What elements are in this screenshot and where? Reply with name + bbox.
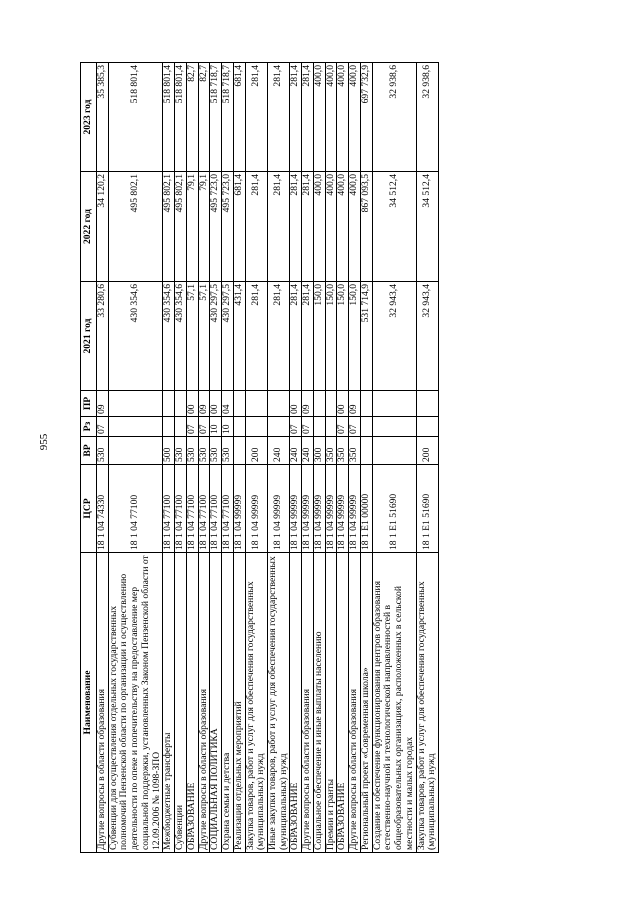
rz-cell: 10 xyxy=(222,417,234,437)
amount-2022-cell: 495 802,1 xyxy=(163,172,175,282)
csr-cell: 18 1 04 99999 xyxy=(325,465,337,553)
vr-cell: 530 xyxy=(222,437,234,465)
pr-cell: 00 xyxy=(210,391,222,417)
amount-2023-cell: 281,4 xyxy=(302,63,314,172)
amount-2023-cell: 697 732,9 xyxy=(360,63,372,172)
name-cell: Региональный проект «Современная школа» xyxy=(360,553,372,853)
pr-cell xyxy=(416,391,438,417)
name-cell: Межбюджетные трансферты xyxy=(163,553,175,853)
name-cell: Другие вопросы в области образования xyxy=(97,553,109,853)
amount-2021-cell: 150,0 xyxy=(337,282,349,391)
pr-cell xyxy=(163,391,175,417)
amount-2021-cell: 531 714,9 xyxy=(360,282,372,391)
amount-2022-cell: 281,4 xyxy=(302,172,314,282)
name-cell: ОБРАЗОВАНИЕ xyxy=(337,553,349,853)
amount-2021-cell: 32 943,4 xyxy=(416,282,438,391)
name-cell: Закупка товаров, работ и услуг для обеспечения государственных (муниципальных) нужд xyxy=(245,553,267,853)
rz-cell xyxy=(416,417,438,437)
csr-cell: 18 1 04 74330 xyxy=(97,465,109,553)
amount-2021-cell: 281,4 xyxy=(302,282,314,391)
name-cell: Охрана семьи и детства xyxy=(222,553,234,853)
amount-2022-cell: 681,4 xyxy=(233,172,245,282)
amount-2021-cell: 430 297,5 xyxy=(222,282,234,391)
vr-cell: 350 xyxy=(337,437,349,465)
header-pr: ПР xyxy=(81,391,97,417)
amount-2023-cell: 518 718,7 xyxy=(210,63,222,172)
amount-2023-cell: 35 385,3 xyxy=(97,63,109,172)
rz-cell: 07 xyxy=(337,417,349,437)
pr-cell xyxy=(245,391,267,417)
table-row xyxy=(108,63,163,853)
vr-cell: 240 xyxy=(268,437,290,465)
csr-cell: 18 1 04 99999 xyxy=(349,465,361,553)
amount-2021-cell: 150,0 xyxy=(349,282,361,391)
pr-cell: 09 xyxy=(349,391,361,417)
amount-2023-cell: 32 938,6 xyxy=(372,63,416,172)
amount-2023-cell: 400,0 xyxy=(349,63,361,172)
vr-cell: 240 xyxy=(290,437,302,465)
vr-cell: 350 xyxy=(325,437,337,465)
amount-2021-cell: 150,0 xyxy=(325,282,337,391)
name-cell: Социальное обеспечение и иные выплаты населению xyxy=(313,553,325,853)
amount-2021-cell: 57,1 xyxy=(198,282,210,391)
name-cell: ОБРАЗОВАНИЕ xyxy=(290,553,302,853)
table-row xyxy=(210,63,222,853)
rz-cell xyxy=(108,417,163,437)
amount-2021-cell: 430 297,5 xyxy=(210,282,222,391)
amount-2022-cell: 495 723,0 xyxy=(210,172,222,282)
amount-2023-cell: 281,4 xyxy=(290,63,302,172)
page-number: 955 xyxy=(38,433,50,451)
amount-2022-cell: 495 802,1 xyxy=(108,172,163,282)
csr-cell: 18 1 04 77100 xyxy=(210,465,222,553)
amount-2022-cell: 400,0 xyxy=(337,172,349,282)
rz-cell xyxy=(360,417,372,437)
rz-cell xyxy=(175,417,187,437)
pr-cell xyxy=(360,391,372,417)
amount-2023-cell: 32 938,6 xyxy=(416,63,438,172)
csr-cell: 18 1 04 99999 xyxy=(313,465,325,553)
csr-cell: 18 1 04 99999 xyxy=(302,465,314,553)
amount-2022-cell: 400,0 xyxy=(349,172,361,282)
name-cell: Иные закупки товаров, работ и услуг для обеспечения государственных (муниципальных) нужд xyxy=(268,553,290,853)
amount-2022-cell: 79,1 xyxy=(186,172,198,282)
csr-cell: 18 1 04 99999 xyxy=(290,465,302,553)
table-row xyxy=(163,63,175,853)
csr-cell: 18 1 04 99999 xyxy=(245,465,267,553)
rz-cell: 07 xyxy=(349,417,361,437)
rz-cell: 10 xyxy=(210,417,222,437)
pr-cell: 04 xyxy=(222,391,234,417)
table-row xyxy=(349,63,361,853)
amount-2021-cell: 431,4 xyxy=(233,282,245,391)
name-cell: Реализация отдельных мероприятий xyxy=(233,553,245,853)
amount-2022-cell: 400,0 xyxy=(325,172,337,282)
amount-2022-cell: 281,4 xyxy=(268,172,290,282)
rz-cell: 07 xyxy=(302,417,314,437)
pr-cell xyxy=(372,391,416,417)
amount-2022-cell: 495 802,1 xyxy=(175,172,187,282)
table-row xyxy=(360,63,372,853)
pr-cell xyxy=(325,391,337,417)
table-row xyxy=(175,63,187,853)
amount-2022-cell: 281,4 xyxy=(245,172,267,282)
name-cell: Другие вопросы в области образования xyxy=(349,553,361,853)
amount-2022-cell: 34 512,4 xyxy=(416,172,438,282)
amount-2021-cell: 57,1 xyxy=(186,282,198,391)
name-cell: Субвенции для осуществления отдельных государственных полномочий Пензенской области по организации и осуществлению деятельности по опеке и попечительству на предоставление мер социальной поддержки, установленных Законом Пензенской области от 12.09.2006 № 1098-ЗПО xyxy=(108,553,163,853)
csr-cell: 18 1 04 77100 xyxy=(186,465,198,553)
amount-2023-cell: 82,7 xyxy=(186,63,198,172)
amount-2023-cell: 518 801,4 xyxy=(108,63,163,172)
pr-cell: 00 xyxy=(337,391,349,417)
header-csr: ЦСР xyxy=(81,465,97,553)
amount-2022-cell: 495 723,0 xyxy=(222,172,234,282)
amount-2021-cell: 430 354,6 xyxy=(175,282,187,391)
vr-cell: 530 xyxy=(186,437,198,465)
amount-2023-cell: 400,0 xyxy=(337,63,349,172)
vr-cell: 300 xyxy=(313,437,325,465)
amount-2021-cell: 281,4 xyxy=(268,282,290,391)
amount-2021-cell: 430 354,6 xyxy=(163,282,175,391)
pr-cell: 09 xyxy=(302,391,314,417)
amount-2021-cell: 32 943,4 xyxy=(372,282,416,391)
vr-cell: 530 xyxy=(175,437,187,465)
amount-2022-cell: 281,4 xyxy=(290,172,302,282)
amount-2021-cell: 150,0 xyxy=(313,282,325,391)
table-row xyxy=(325,63,337,853)
pr-cell: 00 xyxy=(186,391,198,417)
vr-cell xyxy=(360,437,372,465)
vr-cell: 240 xyxy=(302,437,314,465)
csr-cell: 18 1 E1 51690 xyxy=(416,465,438,553)
amount-2023-cell: 518 718,7 xyxy=(222,63,234,172)
amount-2023-cell: 400,0 xyxy=(325,63,337,172)
amount-2023-cell: 281,4 xyxy=(268,63,290,172)
table-row xyxy=(186,63,198,853)
csr-cell: 18 1 04 77100 xyxy=(163,465,175,553)
vr-cell: 530 xyxy=(97,437,109,465)
rz-cell xyxy=(245,417,267,437)
amount-2023-cell: 681,4 xyxy=(233,63,245,172)
vr-cell: 200 xyxy=(245,437,267,465)
csr-cell: 18 1 04 77100 xyxy=(222,465,234,553)
table-row xyxy=(337,63,349,853)
csr-cell: 18 1 04 99999 xyxy=(233,465,245,553)
name-cell: ОБРАЗОВАНИЕ xyxy=(186,553,198,853)
csr-cell: 18 1 04 99999 xyxy=(268,465,290,553)
table-row xyxy=(313,63,325,853)
rz-cell xyxy=(163,417,175,437)
vr-cell: 200 xyxy=(416,437,438,465)
table-header-row xyxy=(81,63,97,853)
pr-cell xyxy=(313,391,325,417)
csr-cell: 18 1 04 99999 xyxy=(337,465,349,553)
header-vr: ВР xyxy=(81,437,97,465)
header-2022: 2022 год xyxy=(81,172,97,282)
table-row xyxy=(302,63,314,853)
amount-2021-cell: 281,4 xyxy=(290,282,302,391)
pr-cell: 09 xyxy=(97,391,109,417)
header-2023: 2023 год xyxy=(81,63,97,172)
rz-cell: 07 xyxy=(97,417,109,437)
amount-2023-cell: 82,7 xyxy=(198,63,210,172)
table-row xyxy=(416,63,438,853)
vr-cell xyxy=(233,437,245,465)
budget-table-container xyxy=(80,63,610,853)
table-row xyxy=(245,63,267,853)
budget-table xyxy=(80,62,439,853)
rz-cell xyxy=(372,417,416,437)
amount-2021-cell: 430 354,6 xyxy=(108,282,163,391)
vr-cell: 530 xyxy=(198,437,210,465)
name-cell: Закупка товаров, работ и услуг для обеспечения государственных (муниципальных) нужд xyxy=(416,553,438,853)
rz-cell: 07 xyxy=(198,417,210,437)
pr-cell xyxy=(233,391,245,417)
rz-cell xyxy=(325,417,337,437)
amount-2023-cell: 281,4 xyxy=(245,63,267,172)
amount-2022-cell: 867 093,5 xyxy=(360,172,372,282)
rz-cell xyxy=(313,417,325,437)
amount-2022-cell: 34 120,2 xyxy=(97,172,109,282)
name-cell: Другие вопросы в области образования xyxy=(302,553,314,853)
table-row xyxy=(372,63,416,853)
rz-cell xyxy=(268,417,290,437)
amount-2023-cell: 518 801,4 xyxy=(163,63,175,172)
vr-cell: 350 xyxy=(349,437,361,465)
rz-cell: 07 xyxy=(186,417,198,437)
amount-2023-cell: 518 801,4 xyxy=(175,63,187,172)
vr-cell: 530 xyxy=(210,437,222,465)
pr-cell: 09 xyxy=(198,391,210,417)
vr-cell xyxy=(108,437,163,465)
csr-cell: 18 1 04 77100 xyxy=(108,465,163,553)
table-row xyxy=(233,63,245,853)
pr-cell xyxy=(175,391,187,417)
csr-cell: 18 1 04 77100 xyxy=(198,465,210,553)
name-cell: СОЦИАЛЬНАЯ ПОЛИТИКА xyxy=(210,553,222,853)
vr-cell xyxy=(372,437,416,465)
header-2021: 2021 год xyxy=(81,282,97,391)
name-cell: Субвенции xyxy=(175,553,187,853)
csr-cell: 18 1 E1 00000 xyxy=(360,465,372,553)
vr-cell: 500 xyxy=(163,437,175,465)
header-rz: Рз xyxy=(81,417,97,437)
pr-cell xyxy=(268,391,290,417)
table-row xyxy=(97,63,109,853)
pr-cell: 00 xyxy=(290,391,302,417)
amount-2023-cell: 400,0 xyxy=(313,63,325,172)
name-cell: Премии и гранты xyxy=(325,553,337,853)
table-row xyxy=(268,63,290,853)
table-row xyxy=(222,63,234,853)
rz-cell xyxy=(233,417,245,437)
pr-cell xyxy=(108,391,163,417)
name-cell: Другие вопросы в области образования xyxy=(198,553,210,853)
table-row xyxy=(290,63,302,853)
amount-2021-cell: 33 280,6 xyxy=(97,282,109,391)
csr-cell: 18 1 04 77100 xyxy=(175,465,187,553)
amount-2022-cell: 79,1 xyxy=(198,172,210,282)
amount-2022-cell: 34 512,4 xyxy=(372,172,416,282)
csr-cell: 18 1 E1 51690 xyxy=(372,465,416,553)
amount-2022-cell: 400,0 xyxy=(313,172,325,282)
table-row xyxy=(198,63,210,853)
name-cell: Создание и обеспечение функционирования центров образования естественно-научной и технологической направленностей в общеобразовательных организациях, расположенных в сельской местности и малых городах xyxy=(372,553,416,853)
rz-cell: 07 xyxy=(290,417,302,437)
header-name: Наименование xyxy=(81,553,97,853)
amount-2021-cell: 281,4 xyxy=(245,282,267,391)
